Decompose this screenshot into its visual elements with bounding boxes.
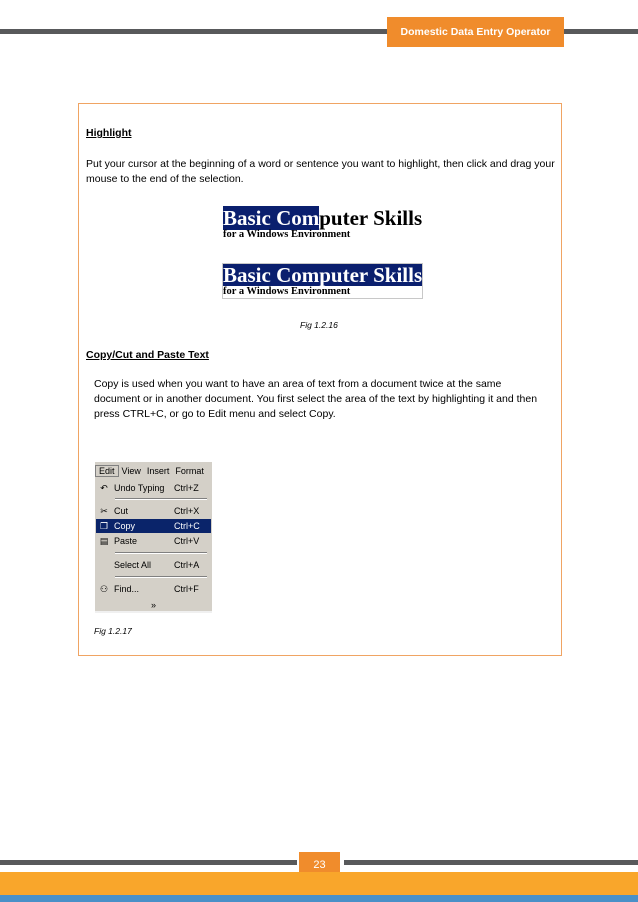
menu-item-paste[interactable]: ▤ Paste Ctrl+V <box>96 534 211 548</box>
copy-icon: ❐ <box>99 520 109 531</box>
menu-separator <box>115 552 207 554</box>
highlight-example-partial <box>223 207 422 241</box>
figure-caption-16: Fig 1.2.16 <box>300 320 338 330</box>
highlight-heading: Highlight <box>86 127 132 139</box>
fully-highlighted-text: Basic Computer Skills <box>223 263 423 287</box>
menu-separator <box>115 576 207 578</box>
copy-text: Copy is used when you want to have an area of text from a document twice at the same document or in another document. You first select the area of the text by highlighting it and then press CTRL+C, or go to Edit menu and select Copy. <box>94 378 538 420</box>
example-subtitle: for a Windows Environment <box>223 229 351 240</box>
menu-item-find[interactable]: ⚇ Find... Ctrl+F <box>96 582 211 596</box>
page-number: 23 <box>299 852 340 877</box>
header-title: Domestic Data Entry Operator <box>387 17 564 47</box>
footer-bar-right <box>344 860 638 865</box>
footer-blue-band <box>0 895 638 902</box>
highlight-example-full <box>222 263 423 299</box>
menu-item-undo[interactable]: ↶ Undo Typing Ctrl+Z <box>96 481 211 495</box>
highlighted-text: Basic Com <box>223 206 320 230</box>
menu-format[interactable]: Format <box>175 465 204 476</box>
menu-insert[interactable]: Insert <box>146 465 170 476</box>
menu-separator <box>115 498 207 500</box>
footer-bar-left <box>0 860 297 865</box>
figure-caption-17: Fig 1.2.17 <box>94 626 132 636</box>
example-subtitle-2: for a Windows Environment <box>223 286 351 297</box>
highlight-text: Put your cursor at the beginning of a word or sentence you want to highlight, then click and drag your mouse to the end of the selection. <box>86 158 555 185</box>
copy-heading: Copy/Cut and Paste Text <box>86 349 209 361</box>
unhighlighted-text: puter Skills <box>319 206 423 230</box>
menu-item-select-all[interactable]: Select All Ctrl+A <box>114 560 200 570</box>
menu-item-copy[interactable]: ❐ Copy Ctrl+C <box>96 519 211 533</box>
scissors-icon: ✂ <box>100 505 108 516</box>
menu-bar <box>95 462 212 479</box>
edit-menu-screenshot <box>95 462 212 613</box>
footer-orange-band <box>0 872 638 895</box>
menu-edit[interactable]: Edit <box>95 465 119 477</box>
menu-view[interactable]: View <box>121 465 141 476</box>
paste-icon: ▤ <box>99 535 109 546</box>
expand-menu-chevron-icon[interactable]: » <box>150 600 156 610</box>
menu-bottom-edge <box>95 611 212 613</box>
menu-item-cut[interactable]: ✂ Cut Ctrl+X <box>96 504 211 518</box>
binoculars-icon: ⚇ <box>99 583 109 594</box>
undo-icon: ↶ <box>100 482 108 493</box>
